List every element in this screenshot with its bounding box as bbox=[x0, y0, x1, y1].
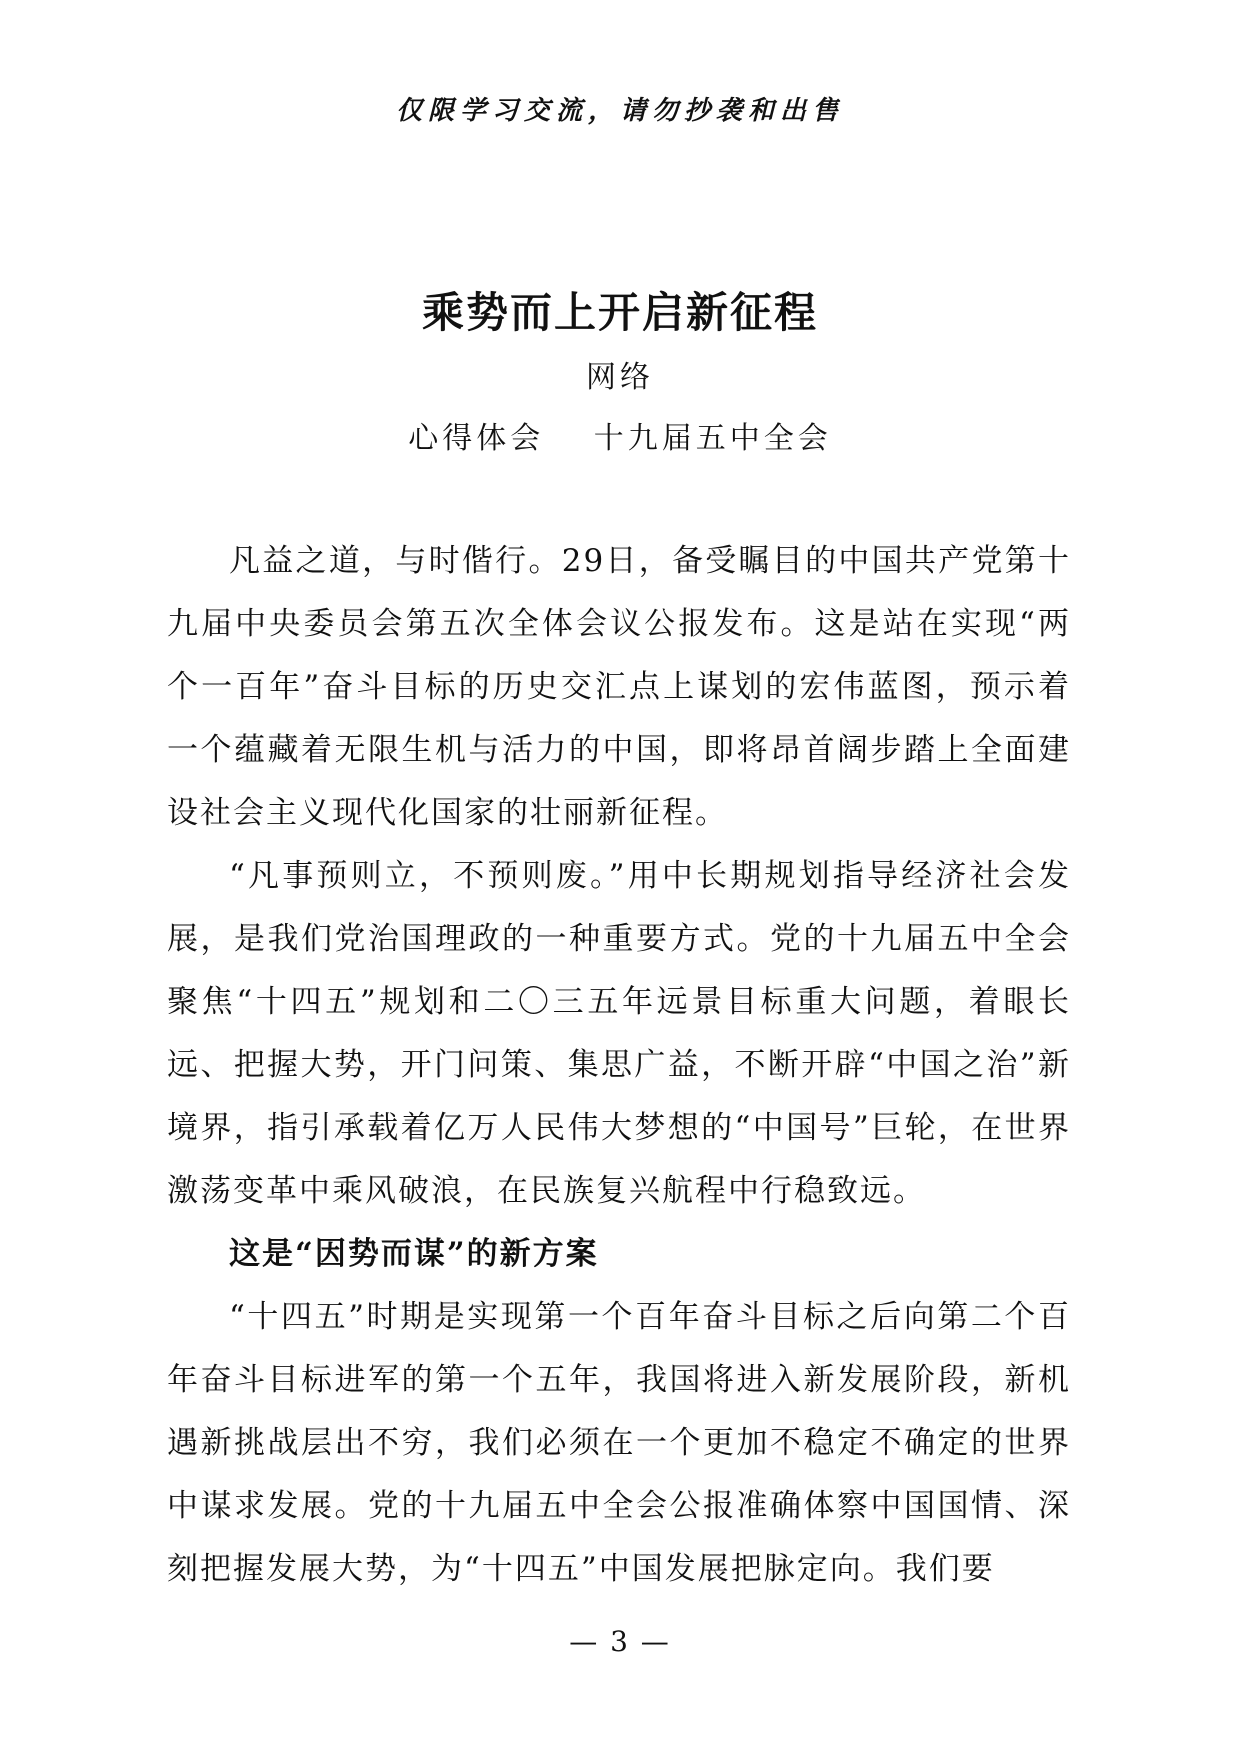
page-number: — 3 — bbox=[569, 1625, 671, 1658]
document-title: 乘势而上开启新征程 bbox=[421, 288, 818, 337]
document-body bbox=[167, 530, 1071, 1601]
tag: 十九届五中全会 bbox=[593, 421, 832, 456]
paragraph: “十四五”时期是实现第一个百年奋斗目标之后向第二个百年奋斗目标进军的第一个五年，我国将进入新发展阶段，新机遇新挑战层出不穷，我们必须在一个更加不稳定不确定的世界中谋求发展。党的十九届五中全会公报准确体察中国国情、深刻把握发展大势，为“十四五”中国发展把脉定向。我们要 bbox=[167, 1299, 1071, 1587]
header-note: 仅限学习交流，请勿抄袭和出售 bbox=[395, 96, 844, 126]
section-heading: 这是“因势而谋”的新方案 bbox=[229, 1236, 599, 1272]
document-source: 网络 bbox=[586, 360, 654, 395]
document-tags bbox=[0, 413, 1240, 457]
tag: 心得体会 bbox=[408, 421, 545, 456]
paragraph: 凡益之道，与时偕行。29日，备受瞩目的中国共产党第十九届中央委员会第五次全体会议公报发布。这是站在实现“两个一百年”奋斗目标的历史交汇点上谋划的宏伟蓝图，预示着一个蕴藏着无限生机与活力的中国，即将昂首阔步踏上全面建设社会主义现代化国家的壮丽新征程。 bbox=[167, 543, 1071, 831]
paragraph: “凡事预则立，不预则废。”用中长期规划指导经济社会发展，是我们党治国理政的一种重要方式。党的十九届五中全会聚焦“十四五”规划和二〇三五年远景目标重大问题，着眼长远、把握大势，开门问策、集思广益，不断开辟“中国之治”新境界，指引承载着亿万人民伟大梦想的“中国号”巨轮，在世界激荡变革中乘风破浪，在民族复兴航程中行稳致远。 bbox=[167, 858, 1071, 1209]
